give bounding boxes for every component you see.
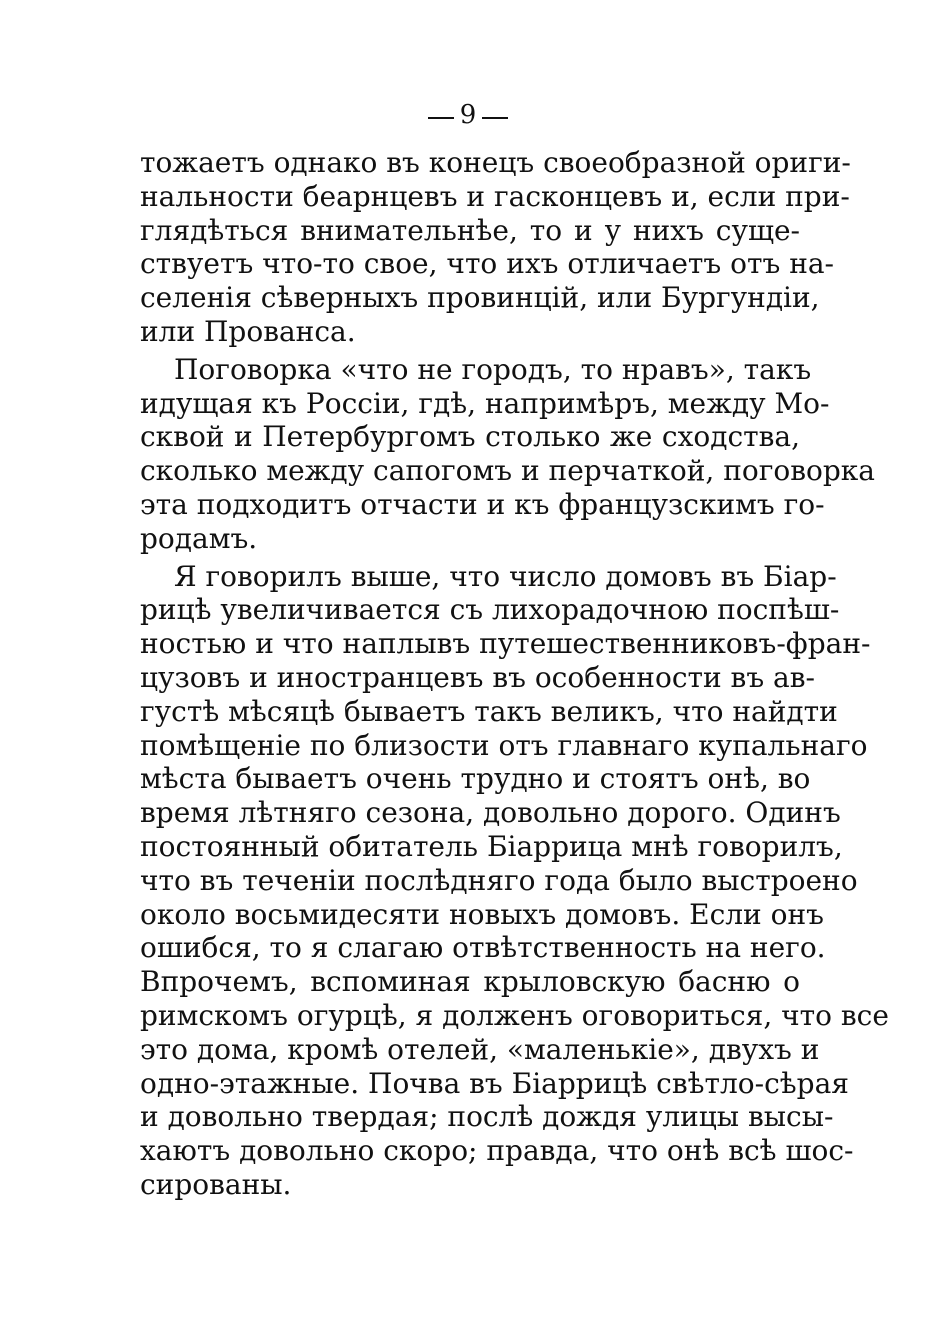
text-line: глядѣться внимательнѣе, то и у нихъ суще-: [140, 213, 800, 247]
text-line: Поговорка «что не городъ, то нравъ», такъ: [174, 352, 812, 386]
text-line: римскомъ огурцѣ, я долженъ оговориться, что все: [140, 998, 889, 1032]
text-line: около восьмидесяти новыхъ домовъ. Если онъ: [140, 897, 824, 931]
text-line: родамъ.: [140, 521, 258, 555]
text-line: это дома, кромѣ отелей, «маленькіе», двухъ и: [140, 1032, 820, 1066]
text-line: сированы.: [140, 1167, 292, 1201]
text-line: или Прованса.: [140, 314, 356, 348]
text-line: густѣ мѣсяцѣ бываетъ такъ великъ, что найдти: [140, 694, 838, 728]
text-line: нальности беарнцевъ и гасконцевъ и, если при-: [140, 179, 850, 213]
page-number-header: [0, 100, 936, 130]
paragraph: [140, 559, 889, 1202]
text-line: постоянный обитатель Біаррица мнѣ говорилъ,: [140, 829, 843, 863]
text-line: Я говорилъ выше, что число домовъ въ Біар-: [174, 559, 837, 593]
text-line: ностью и что наплывъ путешественниковъ-фран-: [140, 627, 871, 661]
text-line: сколько между сапогомъ и перчаткой, поговорка: [140, 454, 875, 488]
text-line: хаютъ довольно скоро; правда, что онѣ всѣ шос-: [140, 1134, 854, 1168]
text-line: рицѣ увеличивается съ лихорадочною поспѣш-: [140, 593, 840, 627]
paragraph: [140, 146, 851, 349]
text-line: помѣщеніе по близости отъ главнаго купальнаго: [140, 728, 868, 762]
text-line: тожаетъ однако въ конецъ своеобразной ориги-: [140, 146, 851, 179]
text-line: идущая къ Россіи, гдѣ, напримѣръ, между Мо-: [140, 386, 830, 420]
text-line: одно-этажные. Почва въ Біаррицѣ свѣтло-сѣрая: [140, 1066, 849, 1100]
left-rule: [428, 117, 454, 119]
text-line: ствуетъ что-то свое, что ихъ отличаетъ отъ на-: [140, 247, 835, 281]
text-line: Впрочемъ, вспоминая крыловскую басню о: [140, 965, 800, 999]
body-text: [140, 146, 889, 1202]
text-line: эта подходитъ отчасти и къ французскимъ го-: [140, 487, 825, 521]
text-line: цузовъ и иностранцевъ въ особенности въ ав-: [140, 660, 815, 694]
paragraph: [140, 352, 875, 556]
text-line: селенія сѣверныхъ провинцій, или Бургундіи,: [140, 281, 820, 315]
text-line: ошибся, то я слагаю отвѣтственность на него.: [140, 931, 826, 965]
text-line: сквой и Петербургомъ столько же сходства,: [140, 420, 800, 454]
right-rule: [482, 117, 508, 119]
text-line: время лѣтняго сезона, довольно дорого. Одинъ: [140, 796, 841, 830]
text-line: мѣста бываетъ очень трудно и стоятъ онѣ, во: [140, 762, 811, 796]
text-line: и довольно твердая; послѣ дождя улицы высы-: [140, 1100, 834, 1134]
text-line: что въ теченіи послѣдняго года было выстроено: [140, 863, 858, 897]
page-number: 9: [459, 100, 477, 130]
